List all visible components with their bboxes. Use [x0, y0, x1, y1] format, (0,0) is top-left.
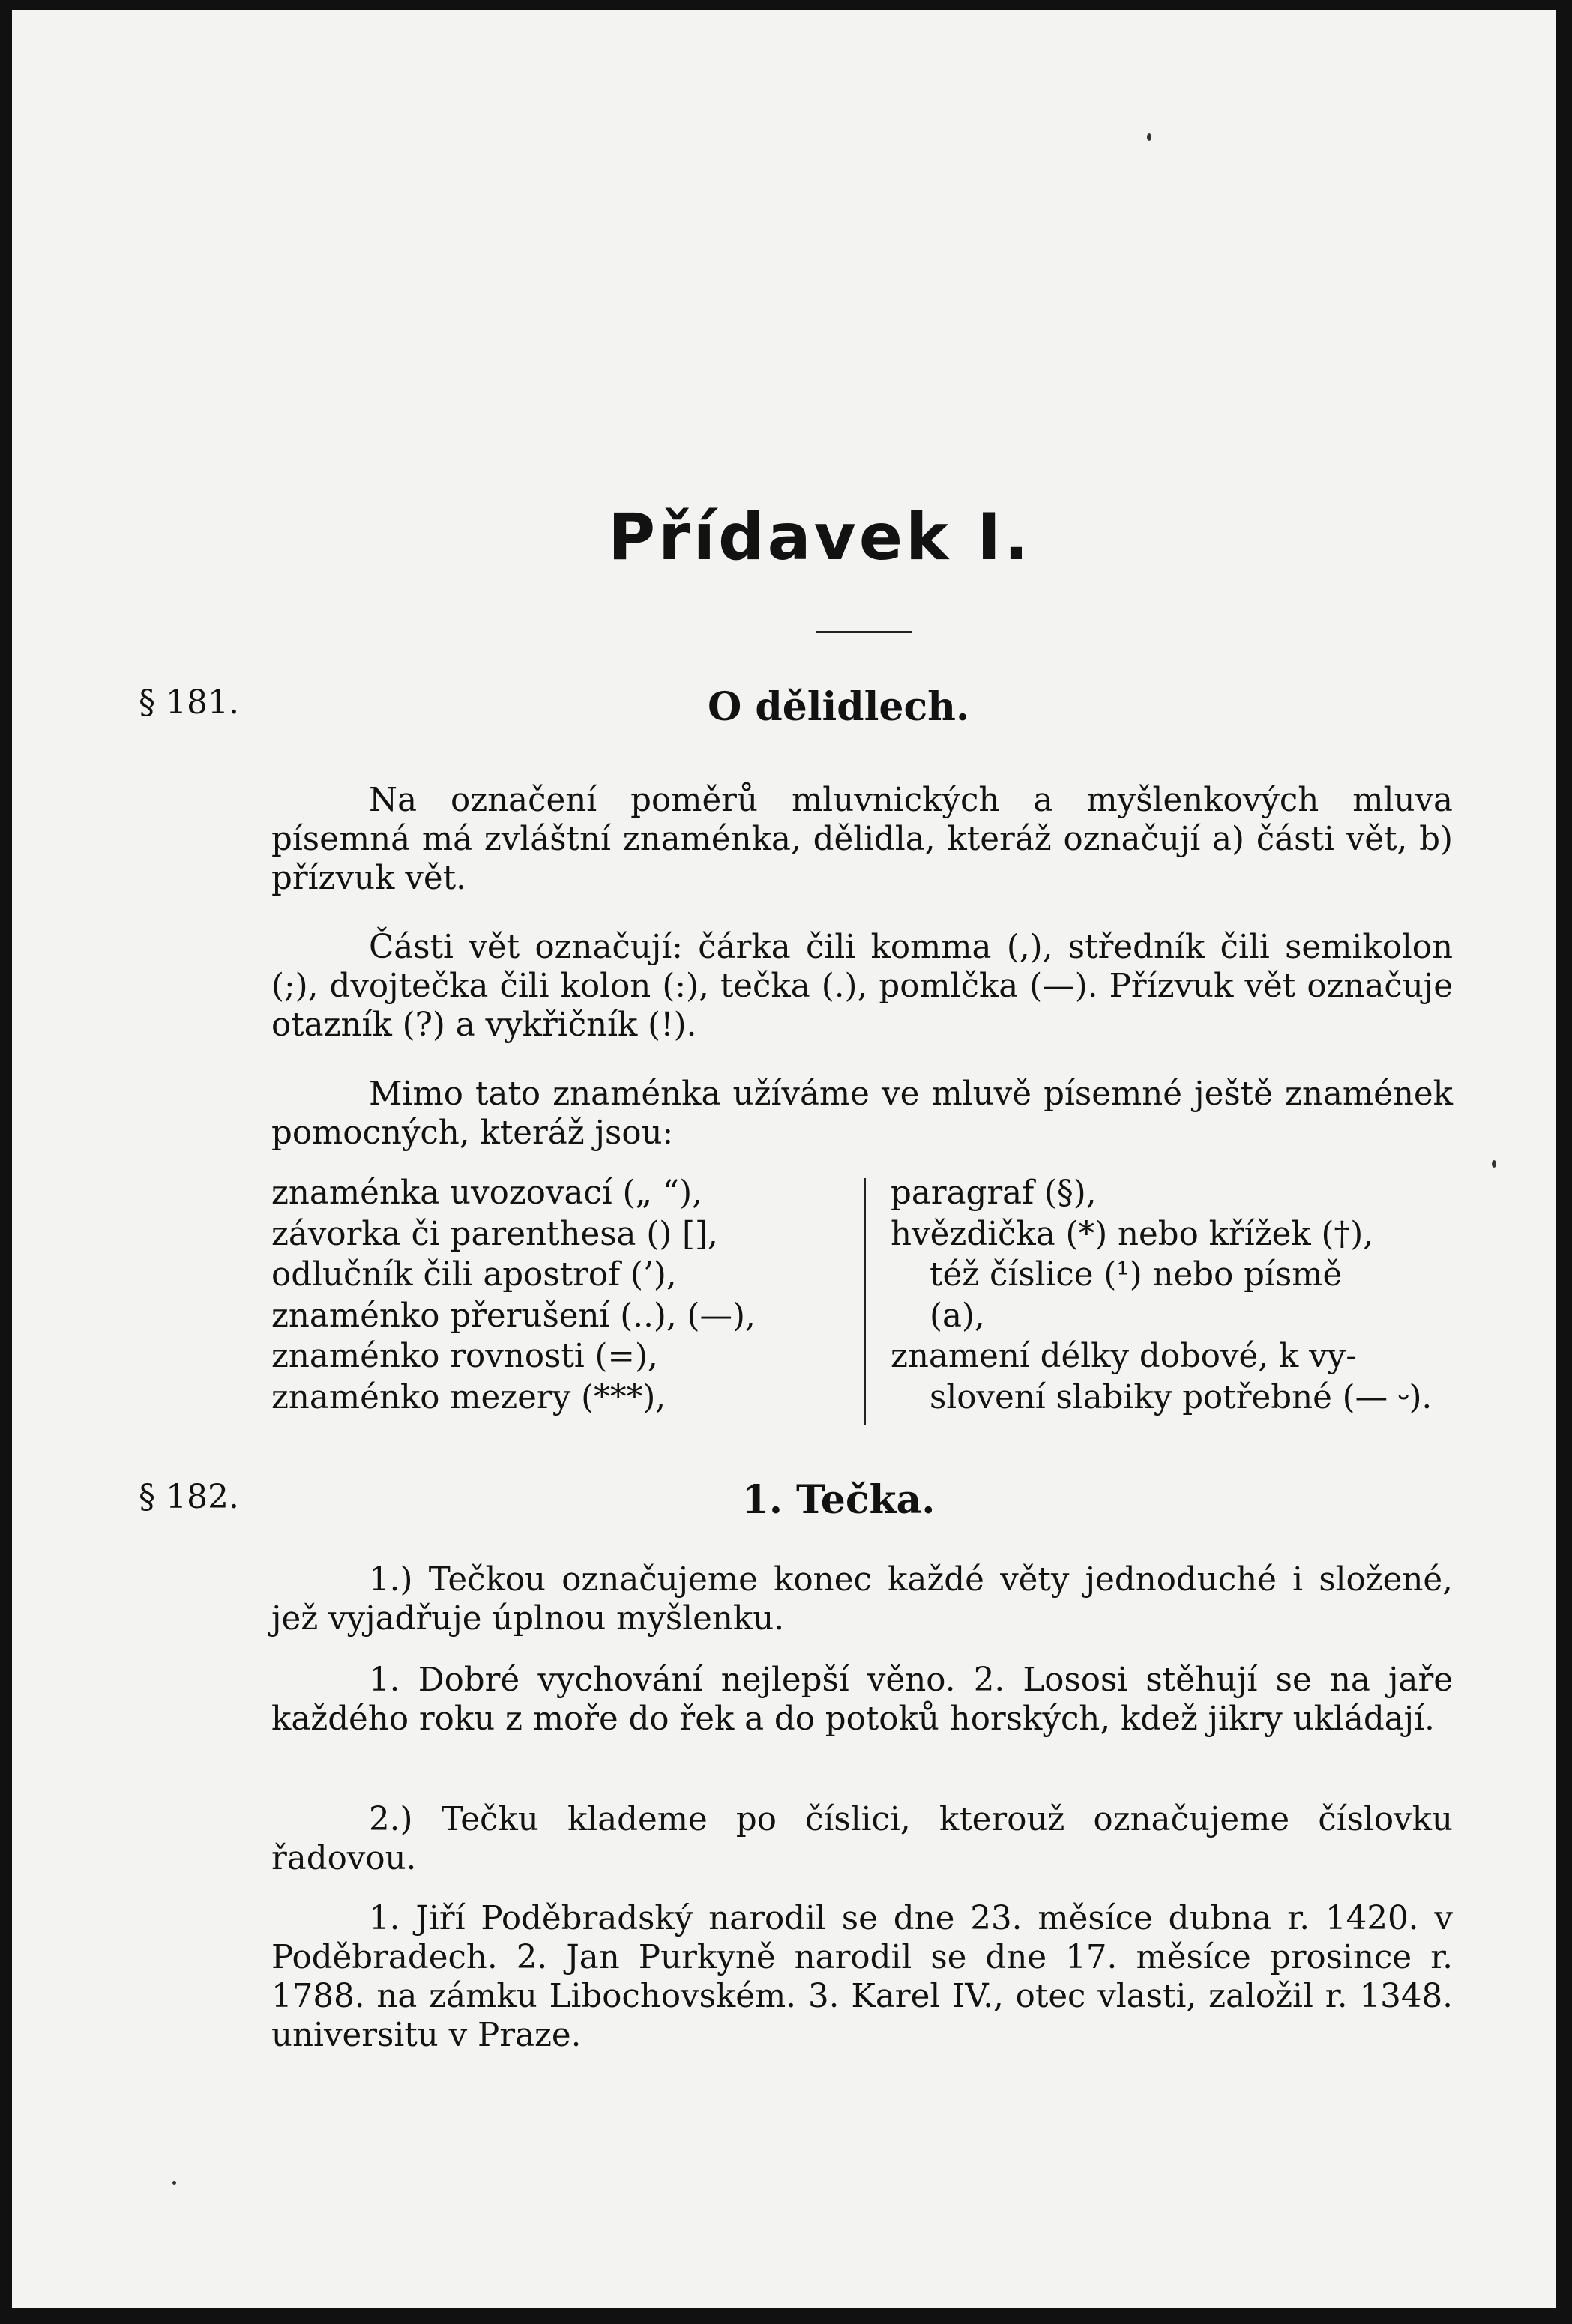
column-divider — [864, 1178, 866, 1425]
list-item: znaménko přerušení (..), (—), — [271, 1297, 756, 1335]
list-item: závorka či parenthesa () [], — [271, 1215, 718, 1253]
paragraph: Mimo tato znaménka užíváme ve mluvě písemné ještě znamének pomocných, kteráž jsou: — [271, 1075, 1453, 1152]
title-rule — [816, 631, 912, 633]
section-heading-182: 1. Tečka. — [741, 1477, 936, 1523]
example-paragraph: 1. Jiří Poděbradský narodil se dne 23. měsíce dubna r. 1420. v Poděbradech. 2. Jan Purkyně narodil se dne 17. měsíce prosince r. 1788. na zámku Libochovském. 3. Karel IV., otec vlasti, založil r. 1348. universitu v Praze. — [271, 1900, 1453, 2054]
list-item: paragraf (§), — [891, 1174, 1097, 1212]
scan-speck — [172, 2181, 176, 2185]
list-item: znaménka uvozovací („ “), — [271, 1174, 702, 1212]
section-number-181: § 181. — [139, 683, 239, 722]
list-item: hvězdička (*) nebo křížek (†), — [891, 1215, 1374, 1253]
list-item: znamení délky dobové, k vy- — [891, 1338, 1357, 1375]
paragraph: 2.) Tečku klademe po číslici, kterouž označujeme číslovku řadovou. — [271, 1801, 1453, 1877]
auxiliary-marks-left-column — [271, 1173, 856, 1418]
list-item: znaménko mezery (***), — [271, 1378, 666, 1416]
section-heading-181: O dělidlech. — [707, 684, 970, 730]
paragraph: Na označení poměrů mluvnických a myšlenkových mluva písemná má zvláštní znaménka, dělidla, kteráž označují a) části vět, b) přízvuk vět. — [271, 782, 1453, 897]
auxiliary-marks-right-column — [891, 1173, 1457, 1418]
scan-speck — [1492, 1160, 1496, 1168]
page-title: Přídavek I. — [608, 500, 1032, 575]
scan-speck — [1147, 133, 1151, 141]
list-item: odlučník čili apostrof (’), — [271, 1256, 677, 1294]
list-item: znaménko rovnosti (=), — [271, 1338, 658, 1375]
section-number-182: § 182. — [139, 1478, 239, 1516]
list-item: (a), — [930, 1297, 985, 1335]
example-paragraph: 1. Dobré vychování nejlepší věno. 2. Lososi stěhují se na jaře každého roku z moře do řek a do potoků horských, kdež jikry ukládají. — [271, 1661, 1453, 1738]
list-item: též číslice (¹) nebo písmě — [930, 1256, 1343, 1294]
paragraph: Části vět označují: čárka čili komma (,), středník čili semikolon (;), dvojtečka čili kolon (:), tečka (.), pomlčka (—). Přízvuk vět označuje otazník (?) a vykřičník (!). — [271, 929, 1453, 1044]
paragraph: 1.) Tečkou označujeme konec každé věty jednoduché i složené, jež vyjadřuje úplnou myšlenku. — [271, 1561, 1453, 1638]
list-item: slovení slabiky potřebné (— ⏑). — [930, 1378, 1433, 1416]
